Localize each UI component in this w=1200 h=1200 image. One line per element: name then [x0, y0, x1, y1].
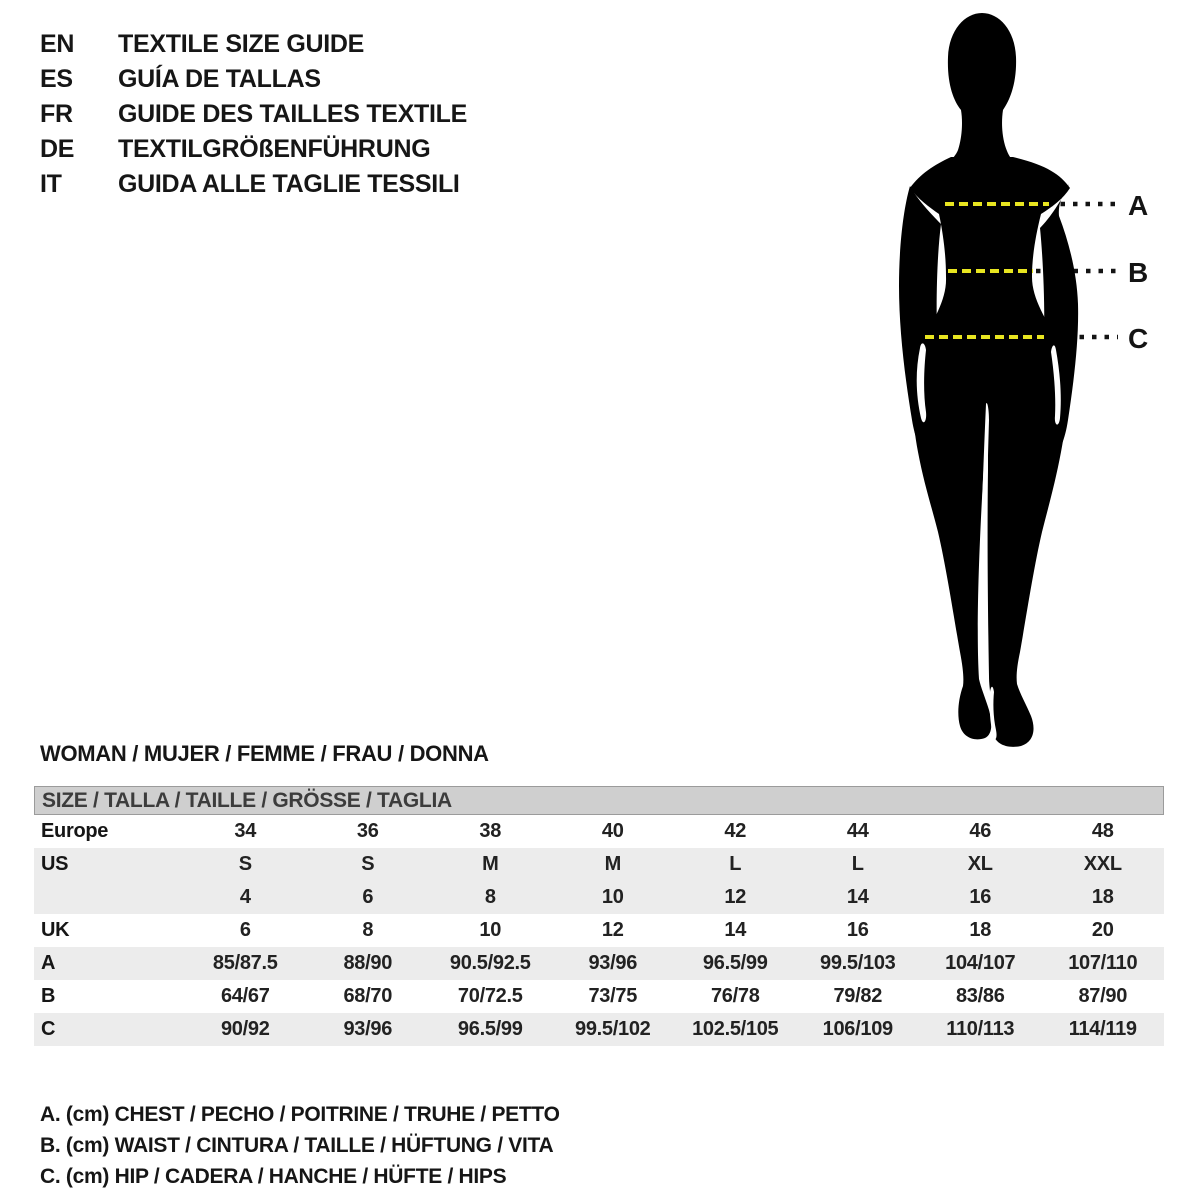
size-value-cell: 44: [846, 820, 869, 842]
marker-label-c: C: [1128, 323, 1149, 354]
legend-line: B. (cm) WAIST / CINTURA / TAILLE / HÜFTUNG / VITA: [40, 1134, 554, 1157]
language-label: TEXTILE SIZE GUIDE: [118, 30, 365, 58]
size-value-cell: 87/90: [1078, 985, 1128, 1007]
size-value-cell: 18: [1091, 886, 1114, 908]
size-value-cell: 68/70: [343, 985, 393, 1007]
size-value-cell: XXL: [1083, 853, 1122, 875]
size-value-cell: 83/86: [955, 985, 1005, 1007]
size-table-header: SIZE / TALLA / TAILLE / GRÖSSE / TAGLIA: [34, 786, 1164, 815]
size-value-cell: 96.5/99: [702, 952, 768, 974]
row-label: C: [41, 1018, 56, 1040]
size-value-cell: 90.5/92.5: [449, 952, 531, 974]
size-value-cell: L: [851, 853, 864, 875]
size-table-row: [34, 1013, 1164, 1046]
marker-labels: [1128, 190, 1148, 354]
size-value-cell: 18: [969, 919, 992, 941]
size-table-row: [34, 815, 1164, 848]
figure-area: [860, 0, 1200, 760]
language-row: [40, 97, 467, 132]
marker-label-b: B: [1128, 257, 1149, 288]
size-value-cell: 110/113: [946, 1018, 1015, 1040]
language-row: [40, 62, 467, 97]
language-code: FR: [40, 100, 73, 128]
row-label: US: [41, 853, 69, 875]
size-value-cell: 64/67: [220, 985, 270, 1007]
size-value-cell: 36: [356, 820, 379, 842]
legend-line: C. (cm) HIP / CADERA / HANCHE / HÜFTE / HIPS: [40, 1165, 507, 1188]
size-value-cell: M: [604, 853, 621, 875]
measurement-legend: [40, 1099, 560, 1192]
size-value-cell: L: [729, 853, 742, 875]
size-value-cell: 6: [362, 886, 374, 908]
size-value-cell: 99.5/102: [575, 1018, 651, 1040]
size-table-row: [34, 914, 1164, 947]
language-code: DE: [40, 135, 75, 163]
row-label: B: [41, 985, 56, 1007]
language-row: [40, 132, 467, 167]
size-value-cell: 79/82: [833, 985, 883, 1007]
legend-line: A. (cm) CHEST / PECHO / POITRINE / TRUHE / PETTO: [40, 1103, 560, 1126]
language-label: GUIDA ALLE TAGLIE TESSILI: [118, 170, 460, 198]
size-value-cell: 93/96: [588, 952, 638, 974]
size-value-cell: 102.5/105: [692, 1018, 779, 1040]
size-value-cell: 20: [1091, 919, 1114, 941]
size-value-cell: S: [238, 853, 252, 875]
size-value-cell: 16: [969, 886, 992, 908]
size-value-cell: 85/87.5: [212, 952, 278, 974]
size-value-cell: 96.5/99: [457, 1018, 523, 1040]
size-value-cell: 14: [724, 919, 747, 941]
size-value-cell: 42: [724, 820, 747, 842]
size-value-cell: 46: [969, 820, 992, 842]
size-table-row: [34, 980, 1164, 1013]
size-value-cell: 6: [239, 919, 251, 941]
language-row: [40, 167, 467, 202]
size-value-cell: S: [361, 853, 375, 875]
size-value-cell: 14: [846, 886, 869, 908]
size-table-row: [34, 881, 1164, 914]
size-value-cell: XL: [967, 853, 993, 875]
size-value-cell: 114/119: [1068, 1018, 1137, 1040]
size-value-cell: 73/75: [588, 985, 638, 1007]
size-value-cell: 38: [479, 820, 502, 842]
language-label: TEXTILGRÖßENFÜHRUNG: [118, 135, 431, 163]
size-value-cell: 40: [601, 820, 624, 842]
size-value-cell: 104/107: [945, 952, 1016, 974]
language-code: EN: [40, 30, 75, 58]
size-value-cell: 106/109: [822, 1018, 893, 1040]
language-code: IT: [40, 170, 62, 198]
row-label: [34, 881, 184, 914]
size-value-cell: 107/110: [1068, 952, 1138, 974]
size-value-cell: 48: [1091, 820, 1114, 842]
language-label: GUÍA DE TALLAS: [118, 65, 321, 93]
row-label: UK: [41, 919, 70, 941]
size-value-cell: 16: [846, 919, 869, 941]
size-value-cell: 88/90: [343, 952, 393, 974]
row-label: A: [41, 952, 56, 974]
size-table-row: [34, 947, 1164, 980]
size-value-cell: 34: [234, 820, 257, 842]
language-code: ES: [40, 65, 73, 93]
size-value-cell: 8: [362, 919, 374, 941]
language-label: GUIDE DES TAILLES TEXTILE: [118, 100, 468, 128]
size-value-cell: 8: [484, 886, 496, 908]
row-label: Europe: [41, 820, 109, 842]
size-value-cell: 4: [239, 886, 251, 908]
size-table-row: [34, 848, 1164, 881]
size-value-cell: 99.5/103: [820, 952, 896, 974]
size-value-cell: 12: [601, 919, 624, 941]
size-table-body: [34, 815, 1164, 1046]
size-table: [34, 786, 1164, 1046]
size-value-cell: 93/96: [343, 1018, 393, 1040]
language-row: [40, 27, 467, 62]
marker-label-a: A: [1128, 190, 1149, 221]
size-value-cell: M: [482, 853, 499, 875]
silhouette-body: [899, 13, 1078, 747]
size-value-cell: 10: [479, 919, 502, 941]
size-value-cell: 90/92: [220, 1018, 270, 1040]
gender-heading: WOMAN / MUJER / FEMME / FRAU / DONNA: [40, 741, 489, 766]
size-value-cell: 12: [724, 886, 747, 908]
silhouette-head: [948, 13, 1016, 163]
language-list: [40, 27, 467, 202]
size-value-cell: 76/78: [710, 985, 760, 1007]
woman-silhouette: [860, 0, 1200, 760]
size-value-cell: 70/72.5: [457, 985, 523, 1007]
size-value-cell: 10: [601, 886, 624, 908]
